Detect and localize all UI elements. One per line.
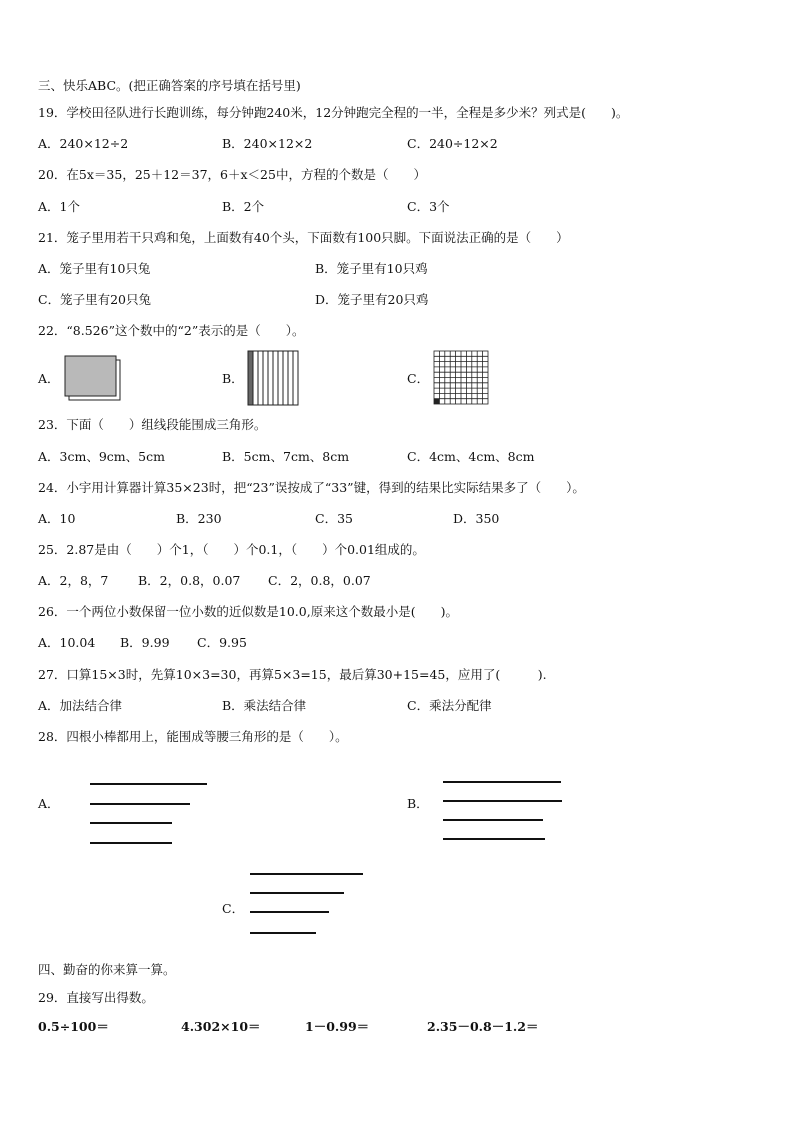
q29-item-1: 0.5÷100＝ <box>38 1019 109 1034</box>
q24-option-d: D．350 <box>453 511 500 526</box>
q20-option-b: B．2个 <box>222 199 265 214</box>
q27-stem: 27．口算15×3时，先算10×3=30，再算5×3=15，最后算30+15=45，应用了( ). <box>38 667 547 682</box>
section-3-title: 三、快乐ABC。(把正确答案的序号填在括号里) <box>38 78 301 93</box>
q19-stem: 19．学校田径队进行长跑训练，每分钟跑240米，12分钟跑完全程的一半，全程是多少米？列式是( )。 <box>38 105 629 120</box>
q22-square-figure <box>64 355 122 401</box>
q21-stem: 21．笼子里用若干只鸡和兔，上面数有40个头，下面数有100只脚。下面说法正确的是（ ） <box>38 230 569 245</box>
q28-sticks-c <box>248 871 366 937</box>
q20-option-c: C．3个 <box>407 199 450 214</box>
q21-option-c: C．笼子里有20只兔 <box>38 292 151 307</box>
q27-option-c: C．乘法分配律 <box>407 698 492 713</box>
q29-stem: 29．直接写出得数。 <box>38 990 154 1005</box>
q26-option-c: C．9.95 <box>197 635 247 650</box>
q29-item-2: 4.302×10＝ <box>181 1019 261 1034</box>
q23-stem: 23．下面（ ）组线段能围成三角形。 <box>38 417 267 432</box>
q28-option-a: A． <box>38 796 60 811</box>
q20-option-a: A．1个 <box>38 199 80 214</box>
q28-option-b: B． <box>407 796 429 811</box>
q25-option-b: B．2，0.8，0.07 <box>138 573 241 588</box>
q23-option-b: B．5cm、7cm、8cm <box>222 449 350 464</box>
q28-stem: 28．四根小棒都用上，能围成等腰三角形的是（ ）。 <box>38 729 348 744</box>
q21-option-a: A．笼子里有10只兔 <box>38 261 151 276</box>
q23-option-a: A．3cm、9cm、5cm <box>38 449 165 464</box>
q25-option-a: A．2，8，7 <box>38 573 109 588</box>
q23-option-c: C．4cm、4cm、8cm <box>407 449 535 464</box>
q19-option-a: A．240×12÷2 <box>38 136 129 151</box>
q24-option-a: A．10 <box>38 511 76 526</box>
q19-option-c: C．240÷12×2 <box>407 136 498 151</box>
q24-stem: 24．小宇用计算器计算35×23时，把“23”误按成了“33”键，得到的结果比实际结果多了（ ）。 <box>38 480 585 495</box>
q28-option-c: C． <box>222 901 245 916</box>
section-4-title: 四、勤奋的你来算一算。 <box>38 962 176 977</box>
q22-option-c: C． <box>407 371 430 386</box>
q26-option-b: B．9.99 <box>120 635 170 650</box>
q28-sticks-a <box>88 781 210 847</box>
q25-option-c: C．2，0.8，0.07 <box>268 573 371 588</box>
q22-option-b: B． <box>222 371 244 386</box>
q26-stem: 26．一个两位小数保留一位小数的近似数是10.0,原来这个数最小是( )。 <box>38 604 458 619</box>
q24-option-c: C．35 <box>315 511 353 526</box>
q29-item-3: 1－0.99＝ <box>305 1019 370 1034</box>
q29-item-4: 2.35－0.8－1.2＝ <box>427 1019 539 1034</box>
q25-stem: 25．2.87是由（ ）个1，（ ）个0.1，（ ）个0.01组成的。 <box>38 542 425 557</box>
q21-option-b: B．笼子里有10只鸡 <box>315 261 428 276</box>
q21-option-d: D．笼子里有20只鸡 <box>315 292 429 307</box>
q27-option-b: B．乘法结合律 <box>222 698 307 713</box>
q22-option-a: A． <box>38 371 60 386</box>
q27-option-a: A．加法结合律 <box>38 698 123 713</box>
q22-grid-figure <box>433 350 489 405</box>
q22-strips-figure <box>247 350 299 406</box>
q26-option-a: A．10.04 <box>38 635 96 650</box>
q19-option-b: B．240×12×2 <box>222 136 313 151</box>
q22-stem: 22．“8.526”这个数中的“2”表示的是（ ）。 <box>38 323 305 338</box>
q28-sticks-b <box>441 779 565 843</box>
q20-stem: 20．在5x＝35，25＋12＝37，6＋x＜25中，方程的个数是（ ） <box>38 167 426 182</box>
q24-option-b: B．230 <box>176 511 222 526</box>
